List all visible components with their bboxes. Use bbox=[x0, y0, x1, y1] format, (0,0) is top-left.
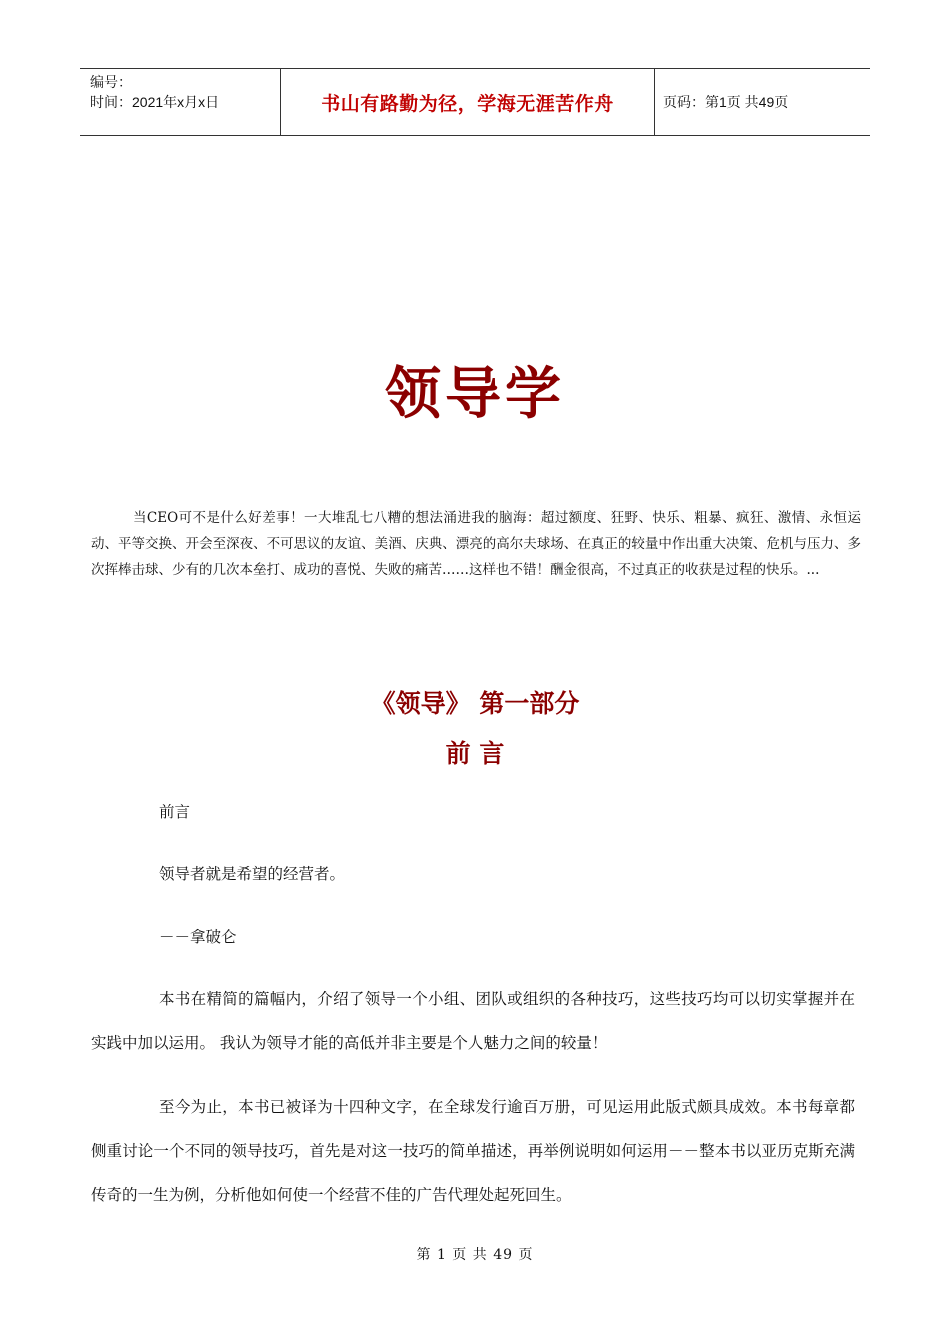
header-date: 时间：2021年x月x日 bbox=[90, 94, 220, 110]
header-meta bbox=[80, 69, 281, 135]
page-header bbox=[80, 68, 870, 136]
section-subtitle: 前 言 bbox=[445, 739, 505, 768]
paragraph-preface-label: 前言 bbox=[159, 803, 191, 821]
paragraph-body-1: 本书在精简的篇幅内，介绍了领导一个小组、团队或组织的各种技巧，这些技巧均可以切实掌握并在实践中加以运用。 我认为领导才能的高低并非主要是个人魅力之间的较量！ bbox=[91, 990, 855, 1052]
paragraph-quote-author: －－拿破仑 bbox=[159, 928, 237, 946]
document-title: 领导学 bbox=[385, 361, 565, 427]
paragraph-quote: 领导者就是希望的经营者。 bbox=[159, 865, 346, 883]
page-footer: 第 1 页 共 49 页 bbox=[416, 1247, 534, 1263]
header-page-info: 页码：第1页 共49页 bbox=[663, 94, 789, 110]
paragraph-body-2: 至今为止，本书已被译为十四种文字，在全球发行逾百万册，可见运用此版式颇具成效。本书每章都侧重讨论一个不同的领导技巧，首先是对这一技巧的简单描述，再举例说明如何运用－－整本书以亚历克斯充满传奇的一生为例，分析他如何使一个经营不佳的广告代理处起死回生。 bbox=[91, 1098, 855, 1204]
header-motto: 书山有路勤为径，学海无涯苦作舟 bbox=[281, 69, 655, 135]
section-part-title: 《领导》 第一部分 bbox=[370, 689, 580, 718]
intro-paragraph: 当CEO可不是什么好差事！一大堆乱七八糟的想法涌进我的脑海：超过额度、狂野、快乐、粗暴、疯狂、激情、永恒运动、平等交换、开会至深夜、不可思议的友谊、美酒、庆典、漂亮的高尔夫球场、在真正的较量中作出重大决策、危机与压力、多次挥棒击球、少有的几次本垒打、成功的喜悦、失败的痛苦……这样也不错！酬金很高，不过真正的收获是过程的快乐。... bbox=[91, 510, 861, 578]
header-number-label: 编号： bbox=[90, 74, 132, 90]
